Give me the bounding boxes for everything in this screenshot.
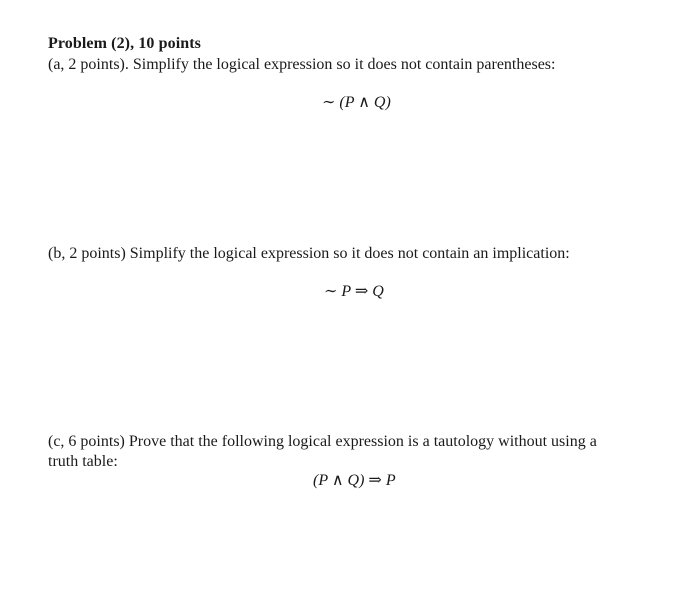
part-c-prompt-line1: (c, 6 points) Prove that the following logical expression is a tautology without using a <box>48 433 597 450</box>
part-a-expression: ∼ (P ∧ Q) <box>322 94 391 111</box>
part-c-prompt-line2: truth table: <box>48 453 118 470</box>
part-c-expression: (P ∧ Q) ⇒ P <box>313 472 396 489</box>
problem-title: Problem (2), 10 points <box>48 35 202 52</box>
part-b-prompt: (b, 2 points) Simplify the logical expression so it does not contain an implication: <box>48 245 570 262</box>
part-a-prompt: (a, 2 points). Simplify the logical expression so it does not contain parentheses: <box>48 56 556 73</box>
part-b-expression: ∼ P ⇒ Q <box>324 283 384 300</box>
